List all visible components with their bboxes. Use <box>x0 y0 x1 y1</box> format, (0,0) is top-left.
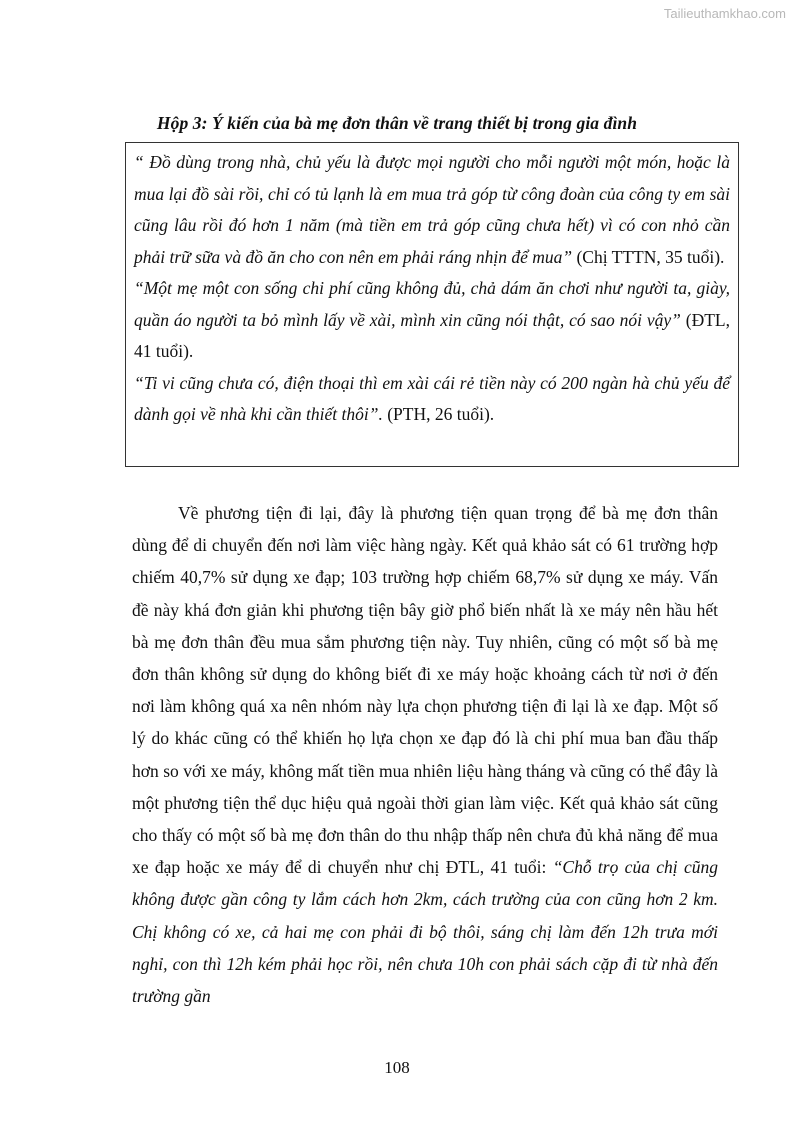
paragraph-text: Về phương tiện đi lại, đây là phương tiện quan trọng để bà mẹ đơn thân dùng để di chuyển đến nơi làm việc hàng ngày. Kết quả khảo sát có 61 trường hợp chiếm 40,7% sử dụng xe đạp; 103 trường hợp chiếm 68,7% sử dụng xe máy. Vấn đề này khá đơn giản khi phương tiện bây giờ phổ biến nhất là xe máy nên hầu hết bà mẹ đơn thân đều mua sắm phương tiện này. Tuy nhiên, cũng có một số bà mẹ đơn thân không sử dụng do không biết đi xe máy hoặc khoảng cách từ nơi ở đến nơi làm không quá xa nên nhóm này lựa chọn phương tiện đi lại là xe đạp. Một số lý do khác cũng có thể khiến họ lựa chọn xe đạp đó là chi phí mua ban đầu thấp hơn so với xe máy, không mất tiền mua nhiên liệu hàng tháng và cũng có thể đây là một phương tiện thể dục hiệu quả ngoài thời gian làm việc. Kết quả khảo sát cũng cho thấy có một số bà mẹ đơn thân do thu nhập thấp nên chưa đủ khả năng để mua xe đạp hoặc xe máy để di chuyển như chị ĐTL, 41 tuổi: <box>132 503 718 878</box>
quote-item <box>134 273 730 368</box>
quote-text: “Ti vi cũng chưa có, điện thoại thì em xài cái rẻ tiền này có 200 ngàn hà chủ yếu để dành gọi về nhà khi cần thiết thôi”. <box>134 372 730 424</box>
page-number: 108 <box>384 1058 410 1077</box>
body-paragraph <box>132 497 718 1012</box>
quote-text: “Một mẹ một con sống chi phí cũng không đủ, chả dám ăn chơi như người ta, giày, quần áo người ta bỏ mình lấy về xài, mình xin cũng nói thật, có sao nói vậy” <box>134 278 730 330</box>
paragraph <box>132 497 718 1012</box>
quote-box <box>125 142 739 467</box>
quote-text: “ Đồ dùng trong nhà, chủ yếu là được mọi người cho mỗi người một món, hoặc là mua lại đồ sài rồi, chỉ có tủ lạnh là em mua trả góp từ công đoàn của công ty em sài cũng lâu rồi đó hơn 1 năm (mà tiền em trả góp cũng chưa hết) vì có con nhỏ cần phải trữ sữa và đồ ăn cho con nên em phải ráng nhịn để mua” <box>134 152 730 267</box>
quote-source: (Chị TTTN, 35 tuổi). <box>572 246 725 267</box>
paragraph-quote: “Chỗ trọ của chị cũng không được gần công ty lắm cách hơn 2km, cách trường của con cũng hơn 2 km. Chị không có xe, cả hai mẹ con phải đi bộ thôi, sáng chị làm đến 12h trưa mới nghỉ, con thì 12h kém phải học rồi, nên chưa 10h con phải sách cặp đi từ nhà đến trường gần <box>132 857 718 1007</box>
watermark: Tailieuthamkhao.com <box>663 6 786 21</box>
quote-source: (ĐTL, 41 tuổi). <box>134 309 730 361</box>
quote-source: (PTH, 26 tuổi). <box>382 404 495 424</box>
box-title: Hộp 3: Ý kiến của bà mẹ đơn thân về trang thiết bị trong gia đình <box>156 113 638 133</box>
quote-item <box>134 147 730 273</box>
quote-item <box>134 368 730 431</box>
